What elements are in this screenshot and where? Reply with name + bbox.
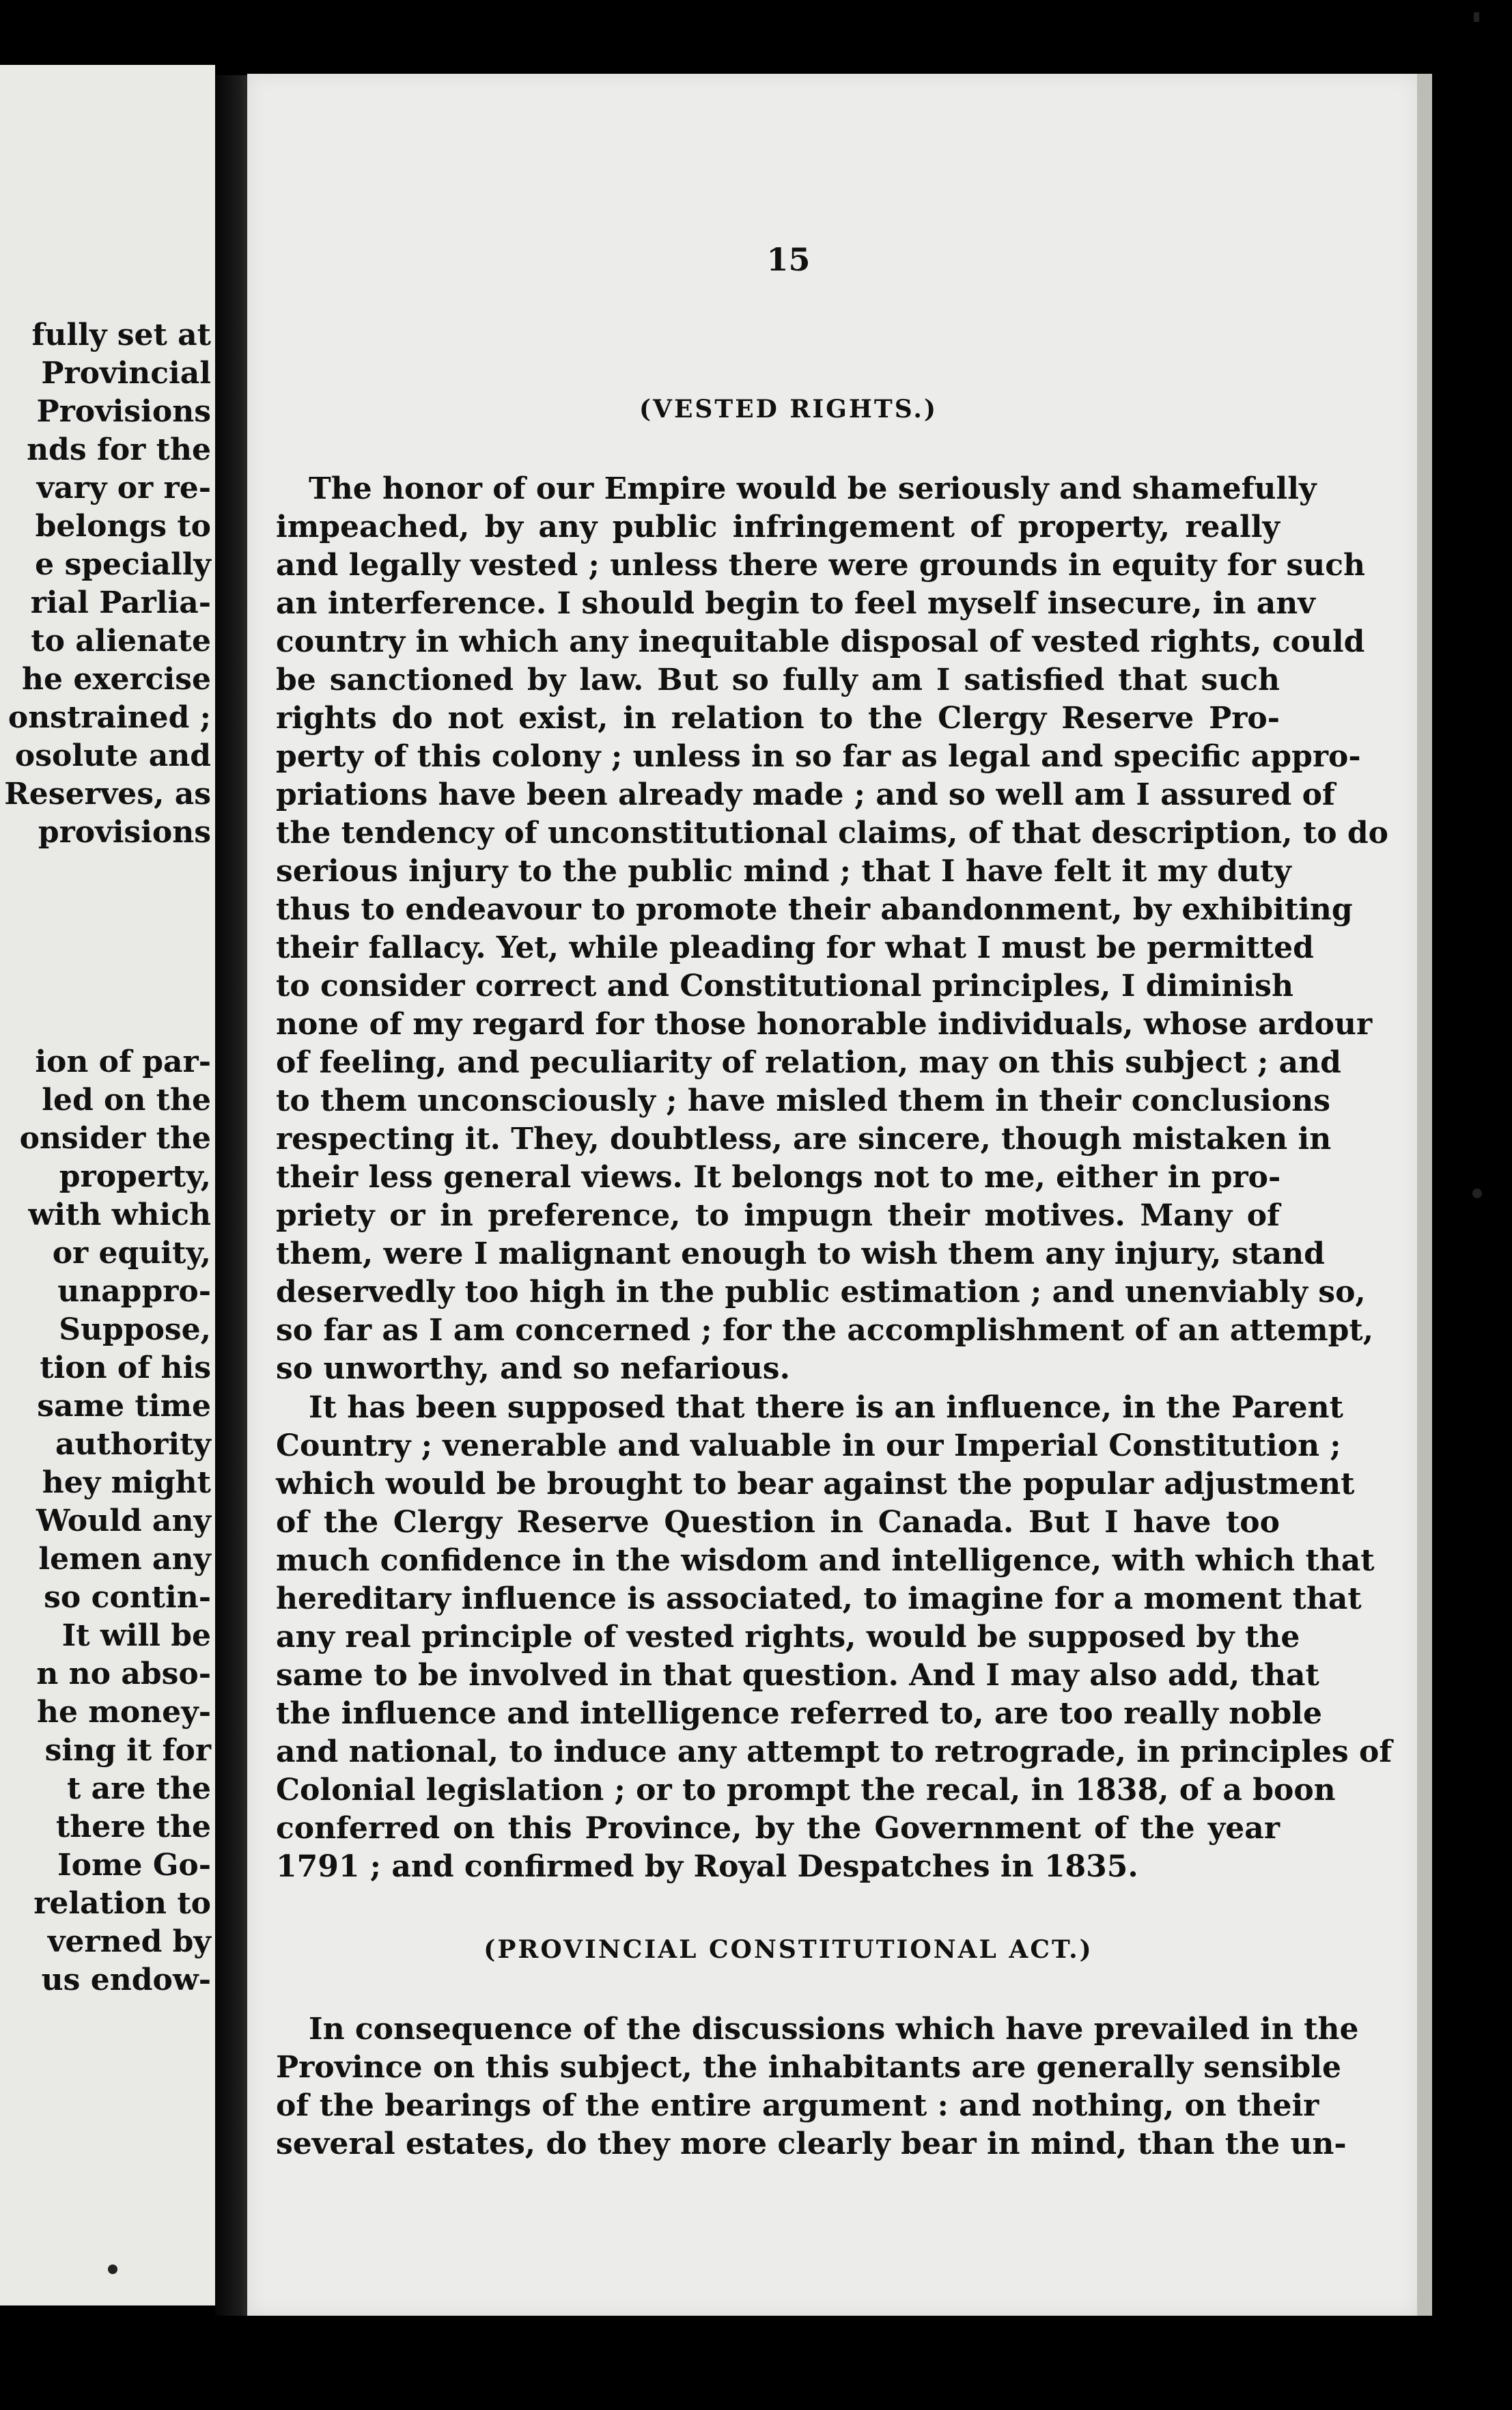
previous-page-line: provisions [38, 815, 211, 850]
previous-page-line: lemen any [38, 1542, 211, 1577]
text-line: conferred on this Province, by the Government of the year [276, 1811, 1280, 1846]
text-line: and national, to induce any attempt to retrograde, in principles of [276, 1734, 1392, 1769]
text-line: them, were I malignant enough to wish them any injury, stand [276, 1236, 1325, 1271]
previous-page-line: Reserves, as [4, 777, 211, 812]
previous-page-line: there the [55, 1810, 211, 1844]
text-line: The honor of our Empire would be seriously and shamefully [309, 471, 1317, 506]
previous-page-line: vary or re- [36, 471, 211, 505]
previous-page-line: tion of his [40, 1351, 211, 1385]
text-line: of the bearings of the entire argument : and nothing, on their [276, 2088, 1319, 2123]
section-heading-constitutional-act: (PROVINCIAL CONSTITUTIONAL ACT.) [484, 1935, 1093, 1964]
previous-page-line: belongs to [35, 509, 211, 544]
paragraph-constitutional-act [276, 2010, 1359, 2163]
paragraph-parent-country [276, 1389, 1392, 1886]
previous-page-text [0, 316, 214, 1999]
corner-mark [1474, 12, 1479, 22]
previous-page-line: osolute and [14, 738, 211, 773]
text-line: an interference. I should begin to feel myself insecure, in anv [276, 586, 1315, 621]
text-line: serious injury to the public mind ; that I have felt it my duty [276, 854, 1291, 889]
previous-page-line: Suppose, [59, 1312, 211, 1347]
previous-page-line: hey might [42, 1465, 211, 1500]
previous-page-line: to alienate [31, 624, 211, 659]
text-line: Province on this subject, the inhabitants are generally sensible [276, 2050, 1341, 2085]
previous-page-line: e specially [35, 547, 211, 582]
text-line: to consider correct and Constitutional principles, I diminish [276, 969, 1293, 1003]
previous-page-line: It will be [61, 1618, 211, 1653]
section-heading-vested-rights: (VESTED RIGHTS.) [639, 395, 938, 424]
text-line: priety or in preference, to impugn their motives. Many of [276, 1198, 1280, 1233]
previous-page-line: unappro- [57, 1274, 211, 1309]
page-number: 15 [766, 241, 811, 278]
previous-page-line: Provincial [41, 356, 211, 391]
text-line: 1791 ; and confirmed by Royal Despatches in 1835. [276, 1849, 1138, 1884]
previous-page-line: sing it for [44, 1733, 211, 1768]
text-line: so unworthy, and so nefarious. [276, 1351, 790, 1386]
ink-dot [108, 2264, 117, 2274]
text-line: and legally vested ; unless there were grounds in equity for such [276, 548, 1366, 583]
text-line: Colonial legislation ; or to prompt the recal, in 1838, of a boon [276, 1773, 1336, 1808]
previous-page-line: ion of par- [35, 1044, 211, 1079]
previous-page-line: nds for the [27, 432, 211, 467]
text-line: priations have been already made ; and so well am I assured of [276, 777, 1335, 812]
text-line: hereditary influence is associated, to imagine for a moment that [276, 1581, 1362, 1616]
previous-page-line: t are the [67, 1771, 211, 1806]
text-line: to them unconsciously ; have misled them in their conclusions [276, 1083, 1330, 1118]
text-line: much confidence in the wisdom and intelligence, with which that [276, 1543, 1375, 1578]
text-line: be sanctioned by law. But so fully am I satisfied that such [276, 663, 1280, 697]
previous-page-line: Provisions [36, 394, 211, 429]
text-line: same to be involved in that question. And I may also add, that [276, 1658, 1319, 1693]
previous-page-line: relation to [33, 1886, 211, 1921]
text-line: perty of this colony ; unless in so far as legal and specific appro- [276, 739, 1361, 774]
previous-page-line: Iome Go- [57, 1848, 211, 1883]
text-line: several estates, do they more clearly bear in mind, than the un- [276, 2127, 1347, 2161]
previous-page-line: authority [55, 1427, 211, 1462]
text-line: the tendency of unconstitutional claims, of that description, to do [276, 816, 1388, 850]
previous-page-line: verned by [47, 1924, 211, 1959]
previous-page-line: or equity, [52, 1236, 211, 1271]
text-line: none of my regard for those honorable individuals, whose ardour [276, 1007, 1373, 1042]
text-line: deservedly too high in the public estimation ; and unenviably so, [276, 1275, 1366, 1310]
text-line: Country ; venerable and valuable in our Imperial Constitution ; [276, 1428, 1341, 1463]
previous-page-line: rial Parlia- [30, 585, 211, 620]
page-edge [1417, 74, 1432, 2316]
text-line: In consequence of the discussions which have prevailed in the [309, 2012, 1359, 2047]
text-line: country in which any inequitable disposal of vested rights, could [276, 624, 1365, 659]
text-line: which would be brought to bear against the popular adjustment [276, 1467, 1355, 1501]
text-line: any real principle of vested rights, would be supposed by the [276, 1620, 1300, 1654]
previous-page-gap [0, 852, 214, 1043]
text-line: thus to endeavour to promote their abandonment, by exhibiting [276, 892, 1353, 927]
previous-page-line: same time [37, 1389, 211, 1424]
previous-page-line: Would any [36, 1504, 211, 1538]
text-line: rights do not exist, in relation to the Clergy Reserve Pro- [276, 701, 1280, 736]
text-line: respecting it. They, doubtless, are sincere, though mistaken in [276, 1122, 1332, 1156]
text-line: It has been supposed that there is an influence, in the Parent [309, 1390, 1343, 1425]
text-line: impeached, by any public infringement of property, really [276, 510, 1280, 544]
previous-page-line: with which [28, 1197, 211, 1232]
previous-page-line: n no abso- [36, 1657, 211, 1691]
previous-page-line: fully set at [31, 318, 211, 352]
previous-page-line: onstrained ; [8, 700, 211, 735]
text-line: their fallacy. Yet, while pleading for what I must be permitted [276, 930, 1314, 965]
previous-page-line: property, [59, 1159, 211, 1194]
previous-page-line: onsider the [19, 1121, 211, 1156]
previous-page-fragment [0, 65, 215, 2305]
previous-page-line: he money- [36, 1695, 211, 1730]
paragraph-vested-rights [276, 470, 1388, 1388]
book-page [247, 74, 1425, 2316]
text-line: so far as I am concerned ; for the accomplishment of an attempt, [276, 1313, 1374, 1348]
text-line: their less general views. It belongs not to me, either in pro- [276, 1160, 1281, 1195]
text-line: of the Clergy Reserve Question in Canada. But I have too [276, 1505, 1280, 1540]
margin-mark [1472, 1189, 1482, 1198]
previous-page-line: led on the [42, 1083, 211, 1118]
text-line: of feeling, and peculiarity of relation, may on this subject ; and [276, 1045, 1341, 1080]
previous-page-line: so contin- [44, 1580, 211, 1615]
previous-page-line: us endow- [41, 1963, 211, 1997]
text-line: the influence and intelligence referred to, are too really noble [276, 1696, 1323, 1731]
previous-page-line: he exercise [22, 662, 211, 697]
